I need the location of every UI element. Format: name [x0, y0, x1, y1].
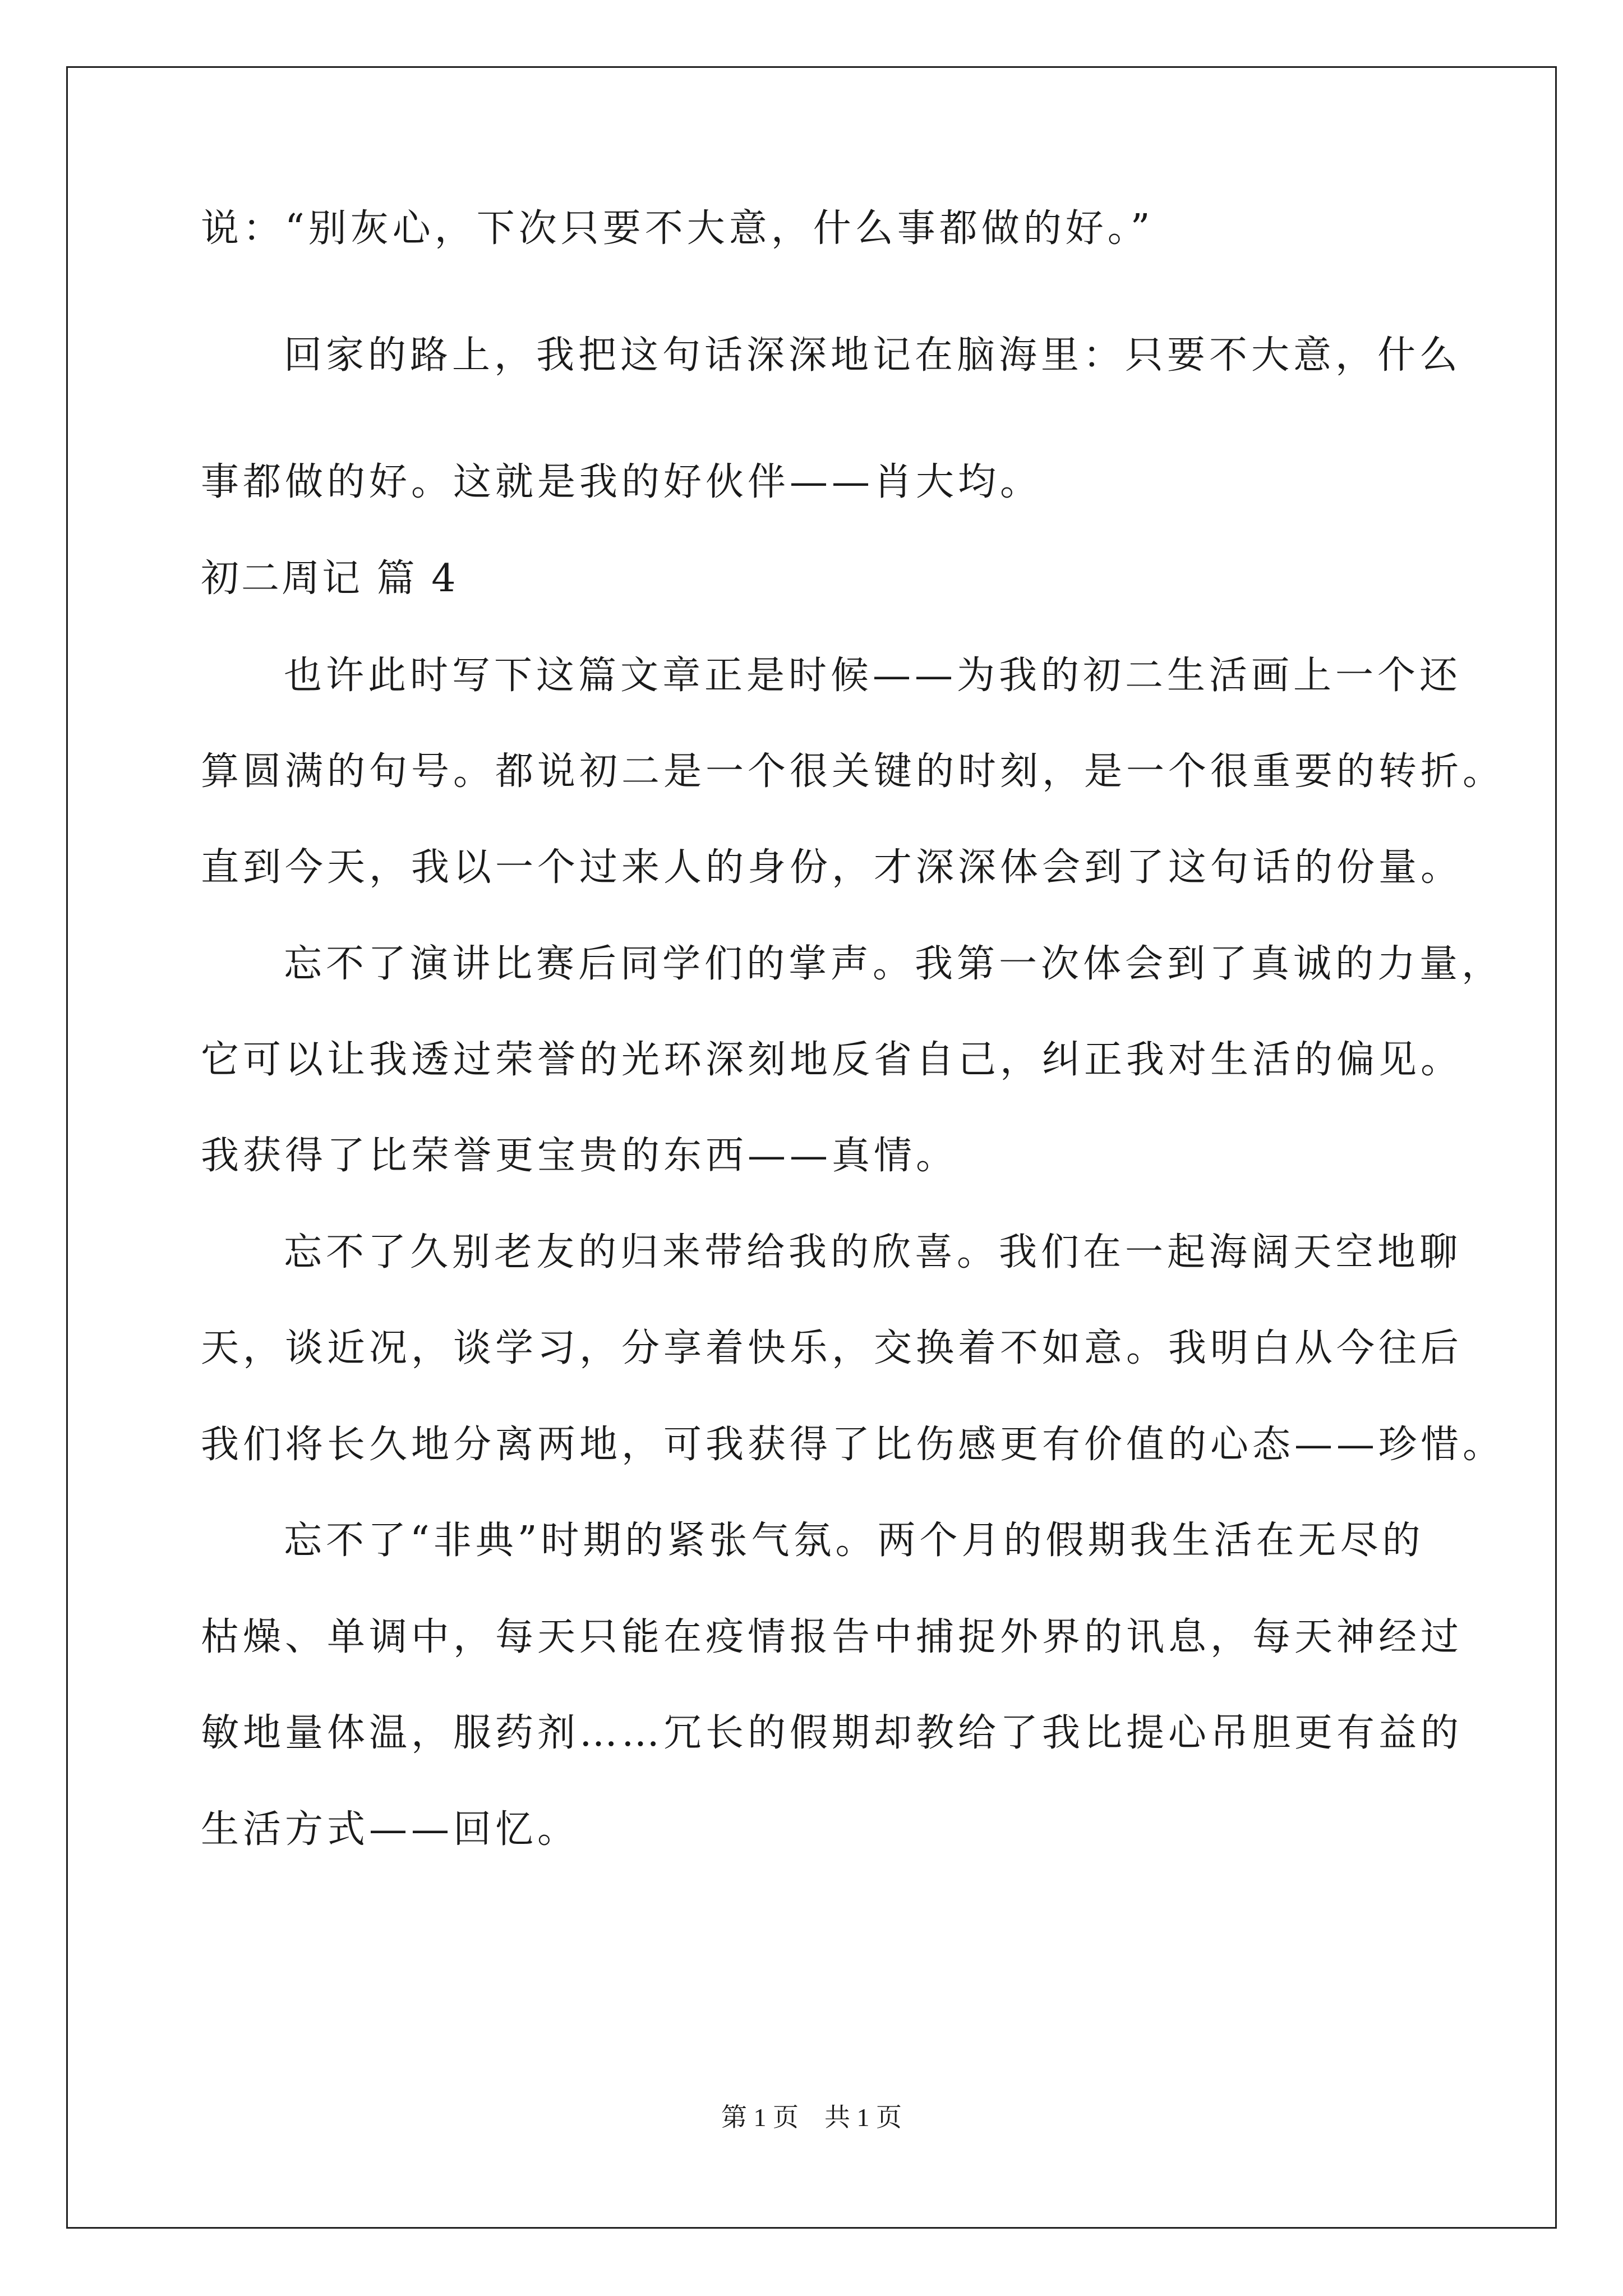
paragraph-line: 忘不了演讲比赛后同学们的掌声。我第一次体会到了真诚的力量，	[284, 942, 1504, 986]
paragraph-line: 直到今天，我以一个过来人的身份，才深深体会到了这句话的份量。	[201, 845, 1463, 890]
paragraph-line: 它可以让我透过荣誉的光环深刻地反省自己，纠正我对生活的偏见。	[201, 1038, 1463, 1082]
paragraph-line: 说：“别灰心，下次只要不大意，什么事都做的好。”	[201, 206, 1154, 251]
paragraph-line: 忘不了“非典”时期的紧张气氛。两个月的假期我生活在无尽的	[284, 1519, 1424, 1563]
paragraph-line: 事都做的好。这就是我的好伙伴——肖大均。	[201, 460, 1043, 504]
paragraph-line: 我获得了比荣誉更宝贵的东西——真情。	[201, 1134, 958, 1178]
paragraph-line: 算圆满的句号。都说初二是一个很关键的时刻，是一个很重要的转折。	[201, 749, 1505, 794]
paragraph-line: 枯燥、单调中，每天只能在疫情报告中捕捉外界的讯息，每天神经过	[201, 1615, 1463, 1659]
paragraph-line: 回家的路上，我把这句话深深地记在脑海里：只要不大意，什么	[284, 333, 1462, 378]
paragraph-line: 敏地量体温，服药剂……冗长的假期却教给了我比提心吊胆更有益的	[201, 1711, 1463, 1755]
page-footer: 第 1 页 共 1 页	[721, 2103, 902, 2132]
paragraph-line: 也许此时写下这篇文章正是时候——为我的初二生活画上一个还	[284, 654, 1462, 698]
paragraph-line: 我们将长久地分离两地，可我获得了比伤感更有价值的心态——珍惜。	[201, 1423, 1505, 1467]
paragraph-line: 生活方式——回忆。	[201, 1807, 580, 1852]
paragraph-line: 天，谈近况，谈学习，分享着快乐，交换着不如意。我明白从今往后	[201, 1326, 1463, 1370]
section-heading: 初二周记 篇 4	[201, 556, 458, 601]
paragraph-line: 忘不了久别老友的归来带给我的欣喜。我们在一起海阔天空地聊	[284, 1230, 1462, 1274]
